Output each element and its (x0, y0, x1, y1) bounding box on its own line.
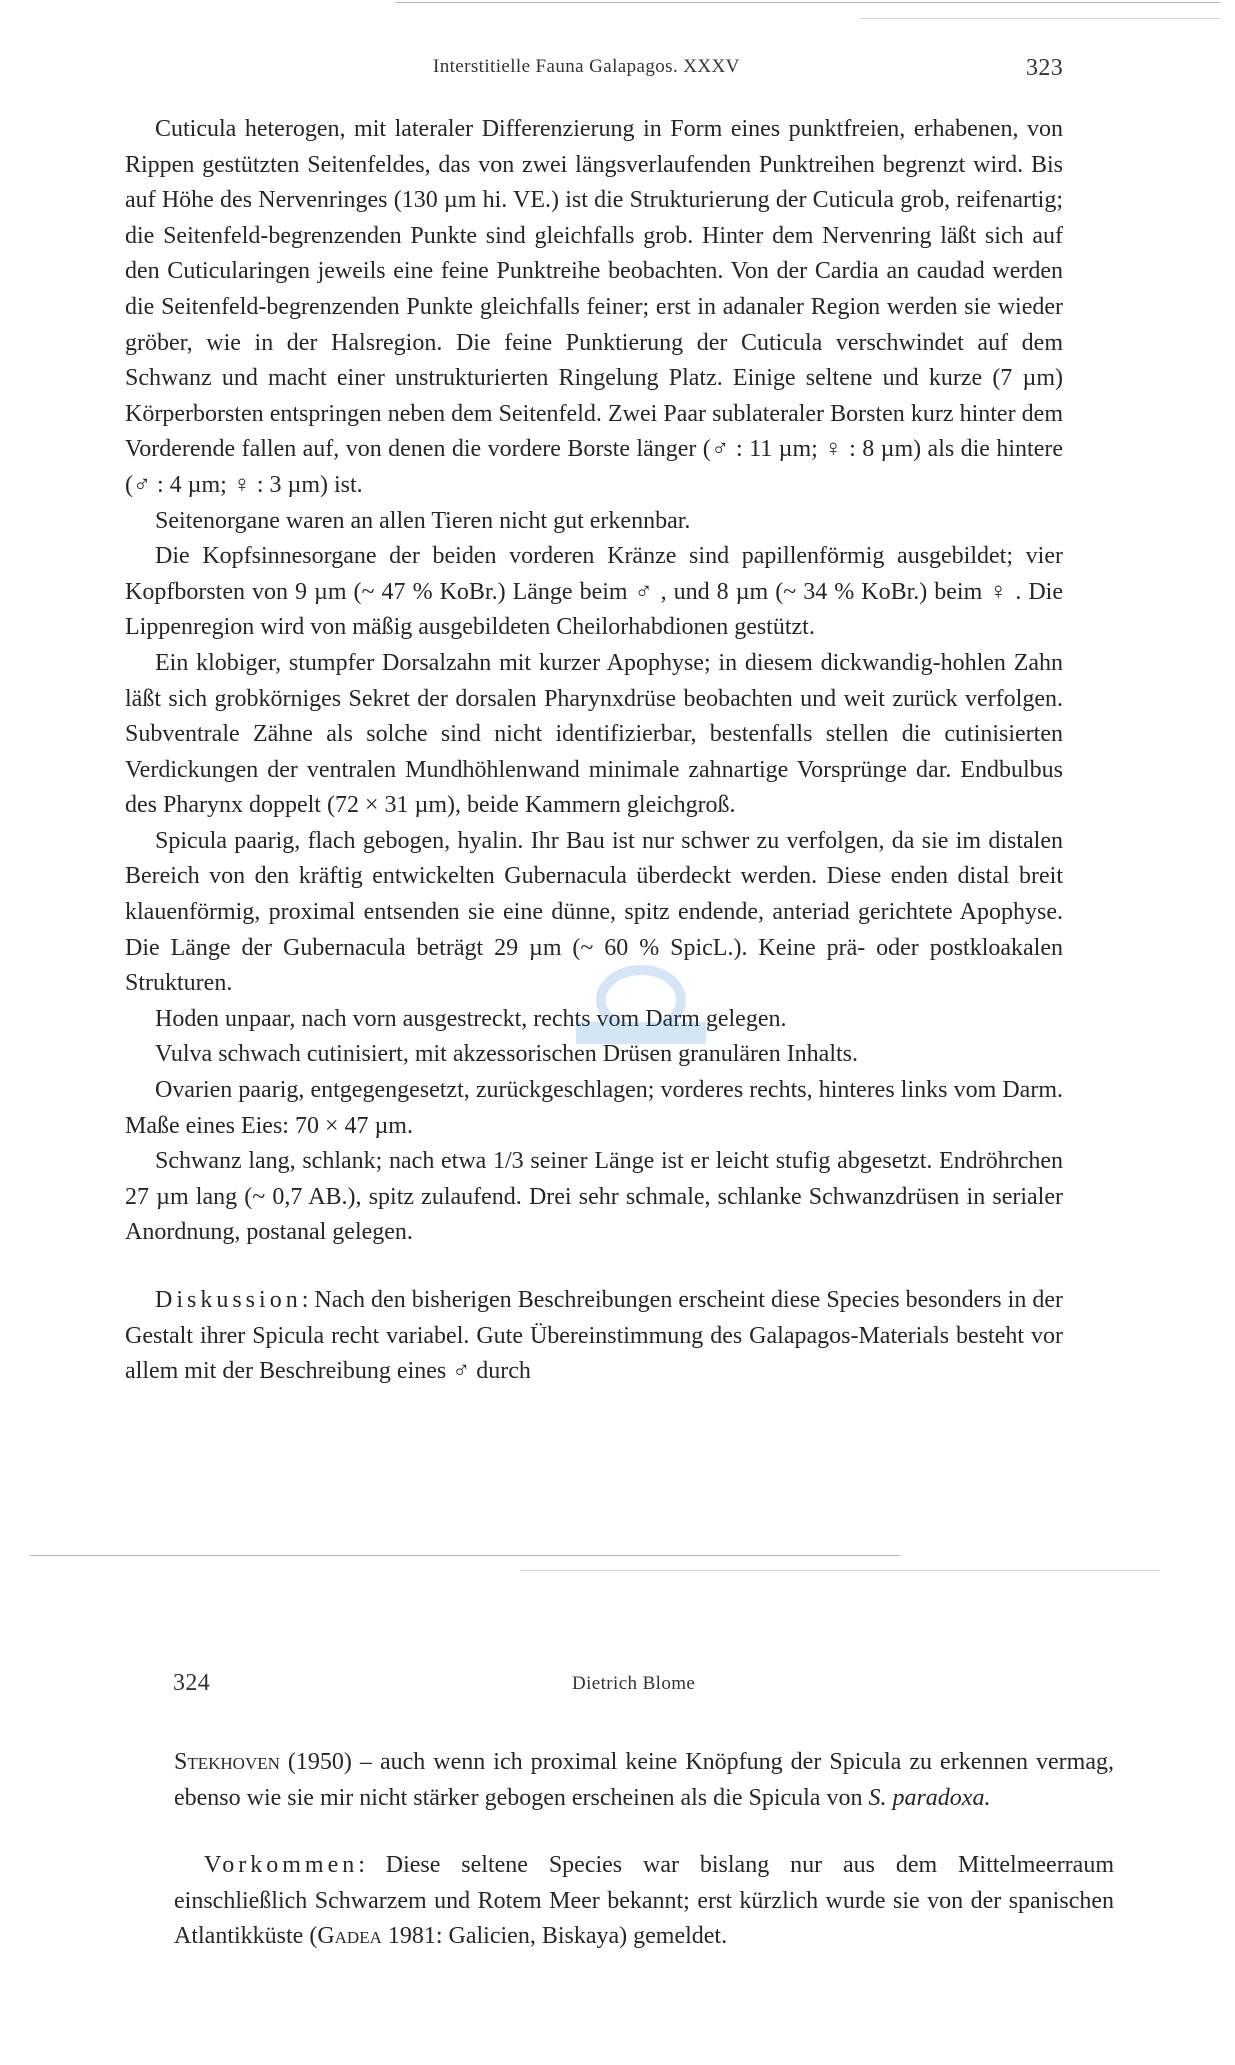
page-number: 324 (173, 1670, 211, 1696)
page-324 (0, 1575, 1235, 2065)
paragraph: Vulva schwach cutinisiert, mit akzessorischen Drüsen granulären Inhalts. (155, 1041, 859, 1068)
page-number: 323 (1026, 55, 1064, 81)
running-author: Dietrich Blome (572, 1673, 696, 1694)
paragraph: Ein klobiger, stumpfer Dorsalzahn mit kurzer Apophyse; in diesem dickwandig-hohlen Zahn läßt sich grobkörniges Sekret der dorsalen Pharynxdrüse beobachten und weit zurück verfolgen. Subventrale Zähne als solche sind nicht identifizierbar, bestenfalls stellen die cutinisierten Verdickungen der ventralen Mundhöhlenwand minimale zahnartige Vorsprünge dar. Endbulbus des Pharynx doppelt (72 × 31 µm), beide Kammern gleichgroß. (125, 649, 1063, 819)
paragraph: Cuticula heterogen, mit lateraler Differenzierung in Form eines punktfreien, erhabenen, von Rippen gestützten Seitenfeldes, das von zwei längsverlaufenden Punktreihen begrenzt wird. Bis auf Höhe des Nervenringes (130 µm hi. VE.) ist die Strukturierung der Cuticula grob, reifenartig; die Seitenfeld-begrenzenden Punkte sind gleichfalls grob. Hinter dem Nervenring läßt sich auf den Cuticularingen jeweils eine feine Punktreihe beobachten. Von der Cardia an caudad werden die Seitenfeld-begrenzenden Punkte gleichfalls feiner; erst in adanaler Region werden sie wieder gröber, wie in der Halsregion. Die feine Punktierung der Cuticula verschwindet auf dem Schwanz und macht einer unstrukturierten Ringelung Platz. Einige seltene und kurze (7 µm) Körperborsten entspringen neben dem Seitenfeld. Zwei Paar sublateraler Borsten kurz hinter dem Vorderende fallen auf, von denen die vordere Borste länger (♂ : 11 µm; ♀ : 8 µm) als die hintere (♂ : 4 µm; ♀ : 3 µm) ist. (125, 116, 1063, 498)
diskussion-heading: Diskussion (155, 1287, 302, 1313)
body-text (125, 112, 1063, 1390)
scan-edge-line (30, 1555, 900, 1556)
paragraph: Schwanz lang, schlank; nach etwa 1/3 seiner Länge ist er leicht stufig abgesetzt. Endröhrchen 27 µm lang (~ 0,7 AB.), spitz zulaufend. Drei sehr schmale, schlanke Schwanzdrüsen in serialer Anordnung, postanal gelegen. (125, 1148, 1063, 1246)
paragraph: Hoden unpaar, nach vorn ausgestreckt, rechts vom Darm gelegen. (155, 1005, 787, 1032)
paragraph-text: : Diese seltene Species war bislang nur aus dem Mittelmeerraum einschließlich Schwarzem und Rotem Meer bekannt; erst kürzlich wurde sie von der spanischen Atlantikküste ( (174, 1852, 1114, 1950)
paragraph-text: (1950) – auch wenn ich proximal keine Knöpfung der Spicula zu erkennen vermag, ebenso wie sie mir nicht stärker gebogen erscheinen als die Spicula von (174, 1749, 1114, 1811)
scan-edge-line (520, 1570, 1160, 1571)
species-name: S. paradoxa. (868, 1784, 991, 1811)
diskussion-text: : Nach den bisherigen Beschreibungen erscheint diese Species besonders in der Gestalt ihrer Spicula recht variabel. Gute Übereinstimmung des Galapagos-Materials besteht vor allem mit der Beschreibung eines ♂ durch (125, 1287, 1063, 1385)
scan-edge-line (395, 2, 1220, 3)
running-title: Interstitielle Fauna Galapagos. XXXV (433, 56, 740, 77)
scan-edge-line (860, 18, 1220, 19)
paragraph-text: 1981: Galicien, Biskaya) gemeldet. (381, 1923, 728, 1950)
body-text (174, 1745, 1114, 1955)
paragraph: Ovarien paarig, entgegengesetzt, zurückgeschlagen; vorderes rechts, hinteres links vom Darm. Maße eines Eies: 70 × 47 µm. (125, 1077, 1063, 1139)
author-citation: Gadea (317, 1923, 382, 1950)
paragraph: Die Kopfsinnesorgane der beiden vorderen Kränze sind papillenförmig ausgebildet; vier Kopfborsten von 9 µm (~ 47 % KoBr.) Länge beim ♂ , und 8 µm (~ 34 % KoBr.) beim ♀ . Die Lippenregion wird von mäßig ausgebildeten Cheilorhabdionen gestützt. (125, 543, 1063, 641)
diskussion-paragraph (125, 1283, 1063, 1390)
paragraph: Spicula paarig, flach gebogen, hyalin. Ihr Bau ist nur schwer zu verfolgen, da sie im distalen Bereich von den kräftig entwickelten Gubernacula überdeckt werden. Diese enden distal breit klauenförmig, proximal entsenden sie eine dünne, spitz endende, anteriad gerichtete Apophyse. Die Länge der Gubernacula beträgt 29 µm (~ 60 % SpicL.). Keine prä- oder postkloakalen Strukturen. (125, 827, 1063, 997)
author-citation: Stekhoven (174, 1749, 280, 1775)
vorkommen-paragraph (174, 1848, 1114, 1955)
paragraph: Seitenorgane waren an allen Tieren nicht gut erkennbar. (155, 507, 691, 534)
vorkommen-heading: Vorkommen (204, 1852, 359, 1879)
continuation-paragraph (174, 1745, 1114, 1816)
